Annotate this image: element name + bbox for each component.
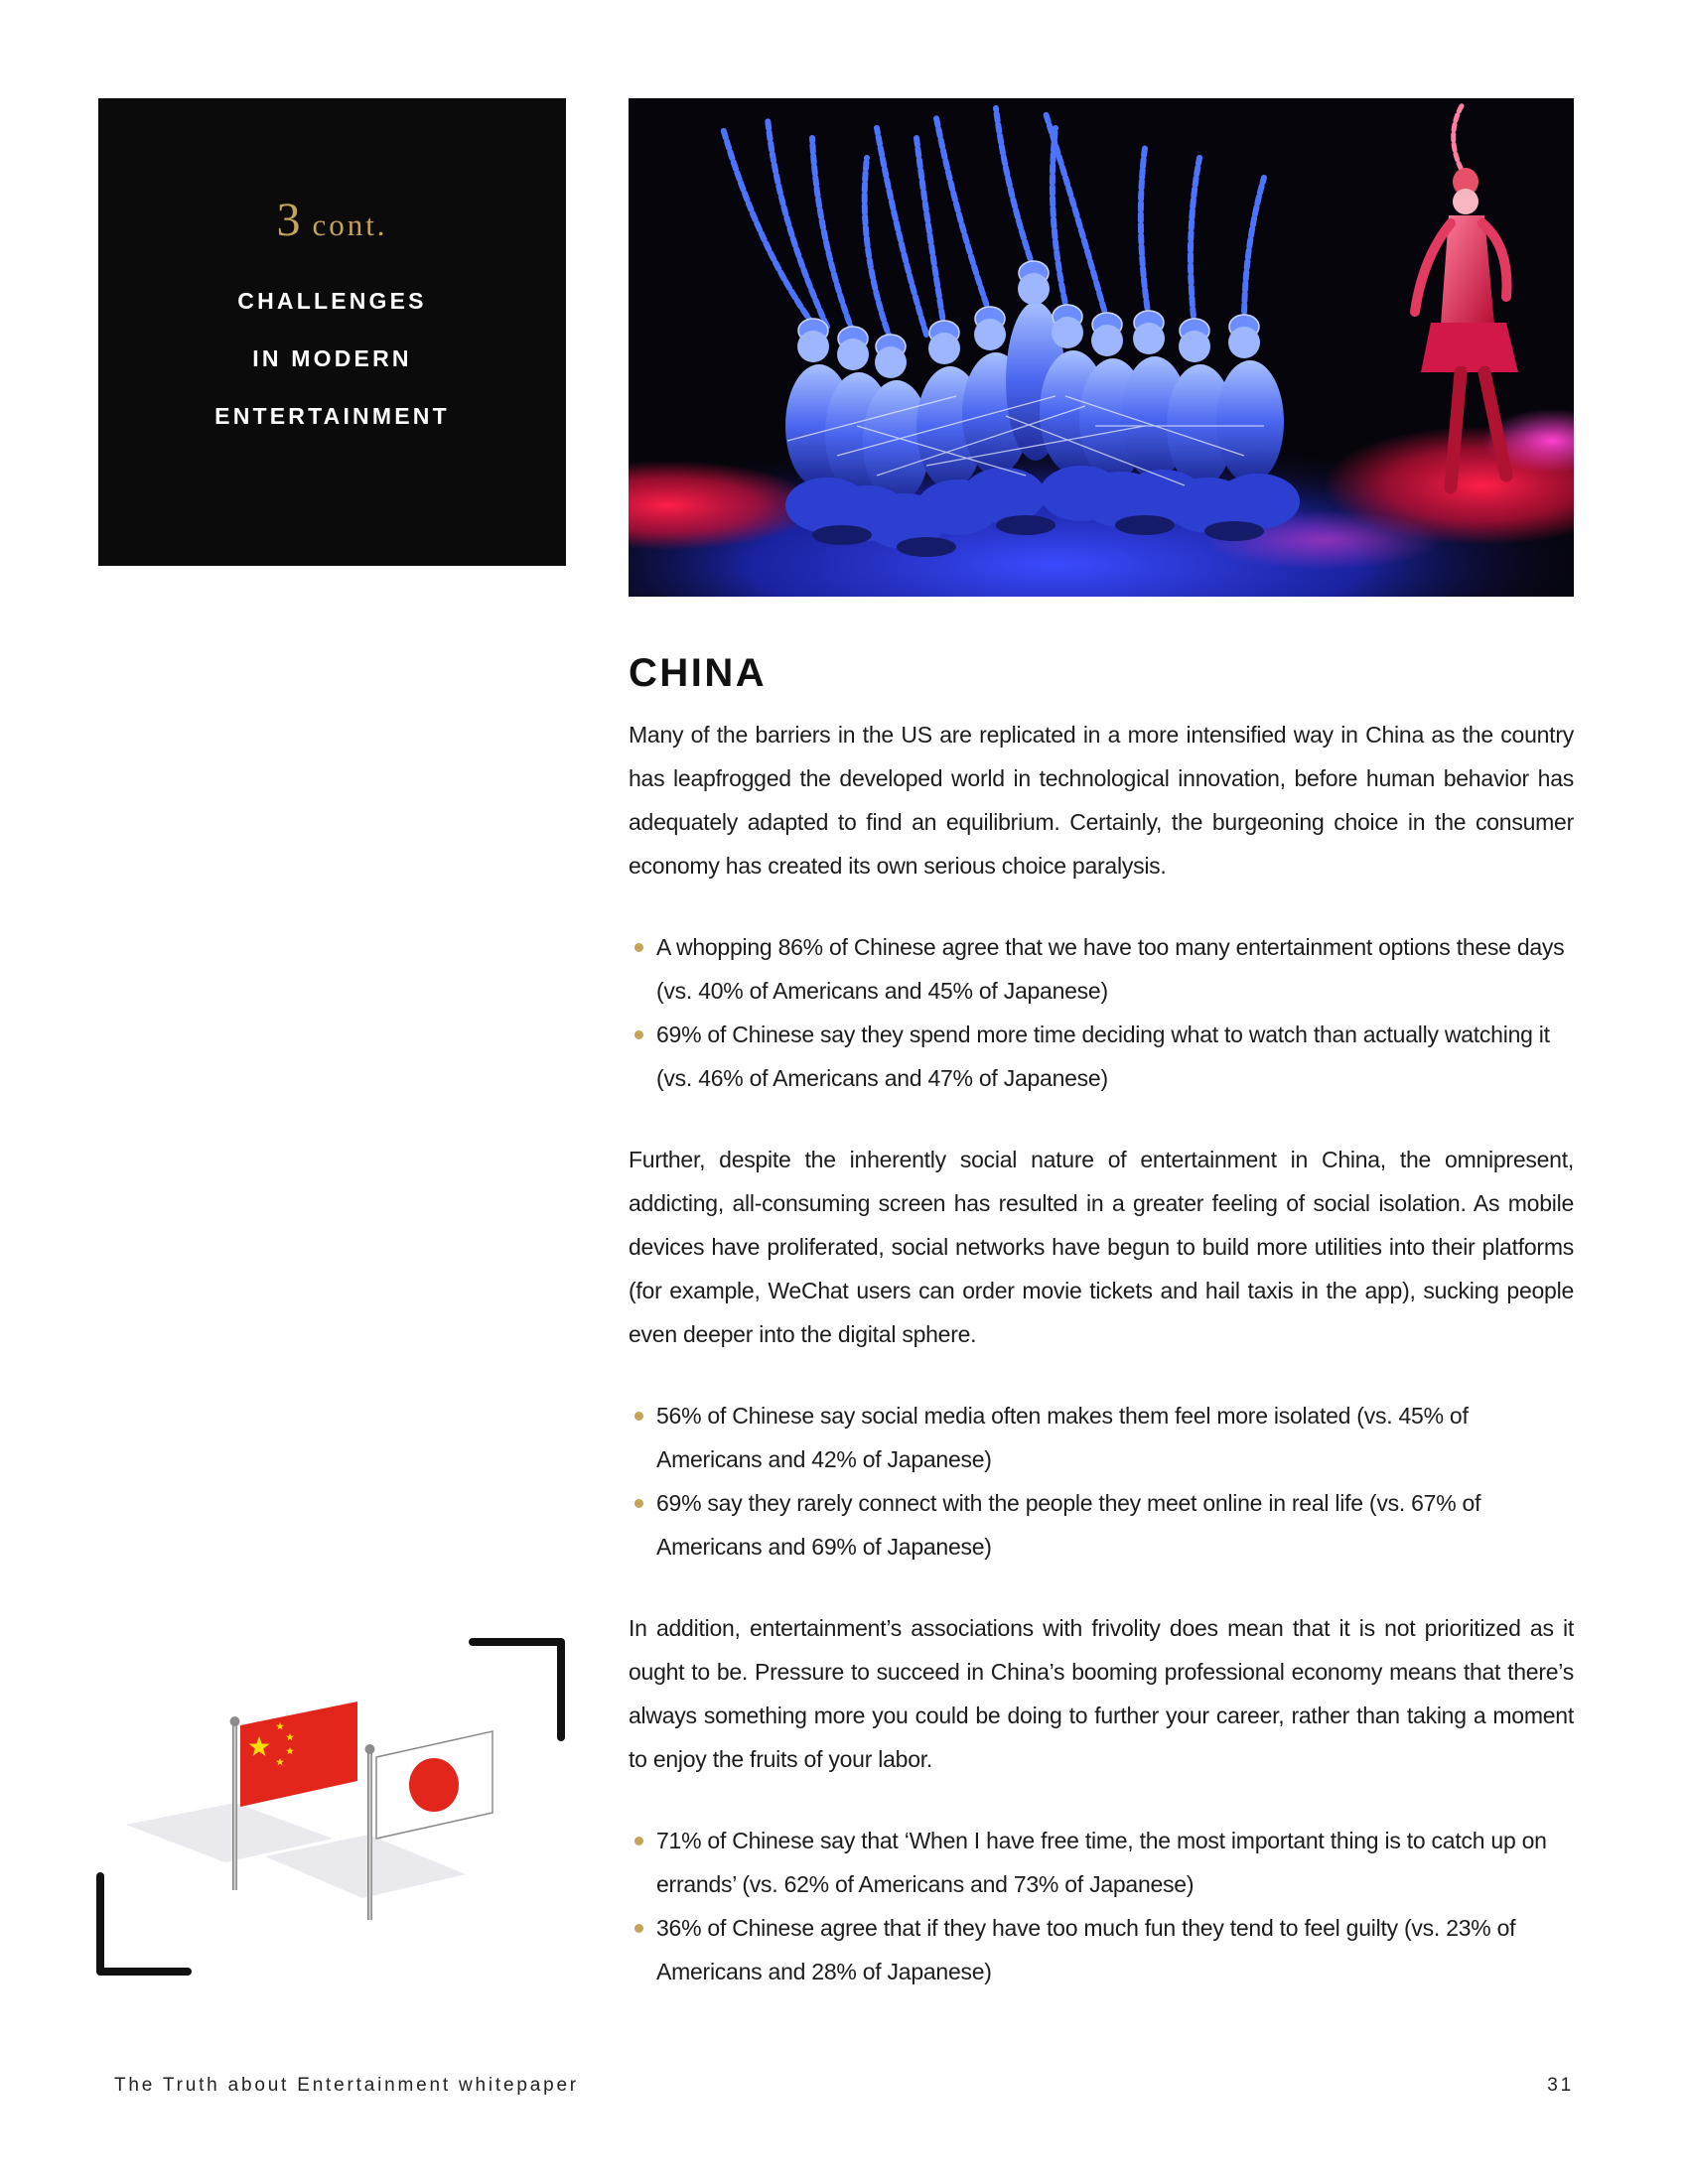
article-heading: CHINA — [629, 651, 768, 695]
dancers-photo-art — [629, 98, 1574, 597]
section-number-suffix: cont. — [312, 207, 388, 242]
publication-title: The Truth about Entertainment whitepaper — [114, 2075, 579, 2096]
section-title-line: IN MODERN — [252, 345, 412, 371]
list-item-text: 56% of Chinese say social media often makes them feel more isolated (vs. 45% of Americans and 42% of Japanese) — [656, 1403, 1469, 1472]
bullet-marker — [634, 1924, 643, 1933]
paragraph-1: Many of the barriers in the US are replicated in a more intensified way in China as the country has leapfrogged the developed world in technological innovation, before human behavior has adequately adapted to find an equilibrium. Certainly, the burgeoning choice in the consumer economy has created its own serious choice paralysis. — [629, 722, 1574, 879]
corner-bracket-top-right — [473, 1642, 561, 1737]
bullet-marker — [634, 1412, 643, 1421]
page-footer — [114, 2072, 1574, 2100]
corner-bracket-bottom-left — [100, 1876, 188, 1972]
list-item — [629, 1481, 1574, 1569]
bullet-list-3 — [629, 1819, 1574, 1993]
list-item-text: 36% of Chinese agree that if they have too much fun they tend to feel guilty (vs. 23% of Americans and 28% of Japanese) — [656, 1915, 1516, 1984]
dancers-photo — [629, 98, 1574, 597]
section-box — [98, 98, 566, 566]
section-title-line: CHALLENGES — [237, 288, 427, 314]
list-item-text: 71% of Chinese say that ‘When I have free time, the most important thing is to catch up on errands’ (vs. 62% of Americans and 73% of Japanese) — [656, 1828, 1547, 1897]
list-item — [629, 1013, 1574, 1100]
list-item-text: A whopping 86% of Chinese agree that we have too many entertainment options these days (vs. 40% of Americans and 45% of Japanese) — [656, 934, 1565, 1004]
paragraph-2: Further, despite the inherently social nature of entertainment in China, the omnipresent, addicting, all-consuming screen has resulted in a greater feeling of social isolation. As mobile devices have proliferated, social networks have begun to build more utilities into their platforms (for example, WeChat users can order movie tickets and hail taxis in the app), sucking people even deeper into the digital sphere. — [629, 1147, 1574, 1347]
bullet-list-2 — [629, 1394, 1574, 1569]
list-item — [629, 1819, 1574, 1906]
section-title — [98, 272, 566, 445]
bullet-marker — [634, 1499, 643, 1508]
list-item-text: 69% say they rarely connect with the people they meet online in real life (vs. 67% of Americans and 69% of Japanese) — [656, 1490, 1481, 1560]
bullet-marker — [634, 1837, 643, 1845]
bullet-marker — [634, 1030, 643, 1039]
list-item — [629, 925, 1574, 1013]
section-title-line: ENTERTAINMENT — [214, 403, 450, 429]
flags-illustration — [96, 1638, 565, 1979]
article — [629, 648, 1574, 2031]
list-item-text: 69% of Chinese say they spend more time deciding what to watch than actually watching it (vs. 46% of Americans and 47% of Japanese) — [656, 1022, 1550, 1091]
section-number — [98, 193, 566, 248]
bullet-list-1 — [629, 925, 1574, 1100]
section-number-digit: 3 — [276, 194, 301, 246]
list-item — [629, 1906, 1574, 1993]
list-item — [629, 1394, 1574, 1481]
bullet-marker — [634, 943, 643, 952]
page-number: 31 — [1547, 2075, 1574, 2096]
flags-illustration-art — [96, 1638, 565, 1979]
paragraph-3: In addition, entertainment’s associations with frivolity does mean that it is not prioritized as it ought to be. Pressure to succeed in China’s booming professional economy means that there’s always something more you could be doing to further your career, rather than taking a moment to enjoy the fruits of your labor. — [629, 1615, 1574, 1772]
